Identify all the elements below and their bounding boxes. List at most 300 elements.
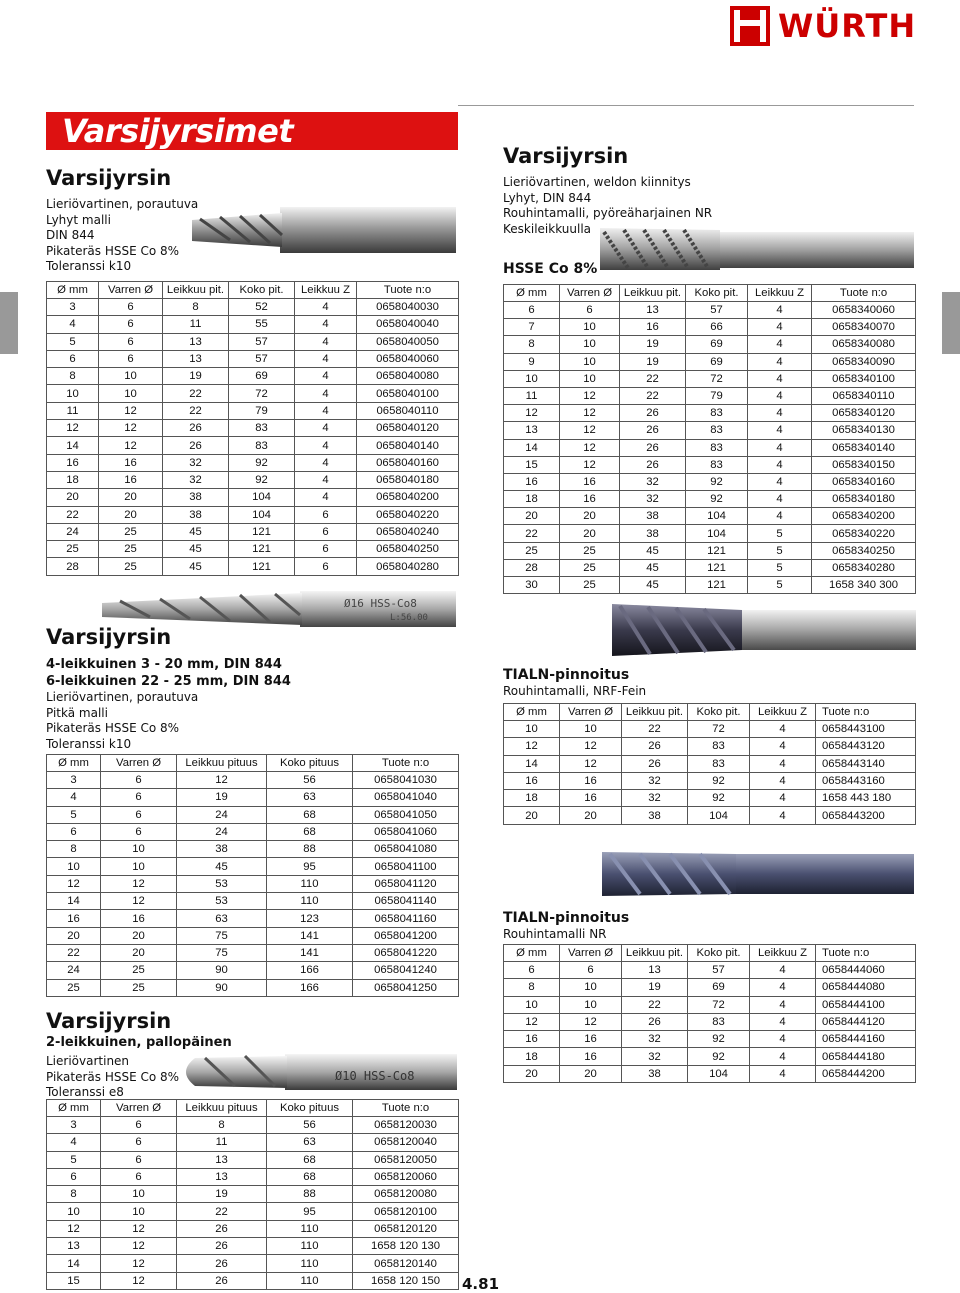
table-cell: 14: [47, 437, 99, 454]
table-cell: 16: [504, 473, 560, 490]
table-cell: 0658340130: [812, 422, 916, 439]
col-header: Leikkuu pit.: [620, 285, 686, 302]
col-header: Varren Ø: [560, 704, 622, 721]
desc-line: Keskileikkuulla: [503, 221, 592, 236]
table-cell: 16: [99, 471, 163, 488]
table-cell: 0658040040: [357, 316, 459, 333]
table-cell: 38: [620, 508, 686, 525]
table-cell: 88: [267, 1186, 353, 1203]
table-cell: 25: [560, 542, 620, 559]
table-cell: 32: [622, 1048, 688, 1065]
table-cell: 25: [47, 541, 99, 558]
table-row: [504, 319, 916, 336]
product-table-6: [503, 944, 916, 1083]
table-cell: 22: [47, 506, 99, 523]
section-title: Varsijyrsin: [46, 166, 172, 190]
table-cell: 55: [229, 316, 295, 333]
table-cell: 12: [99, 437, 163, 454]
table-cell: 5: [748, 542, 812, 559]
section-title: TIALN-pinnoitus: [503, 667, 630, 683]
table-cell: 83: [688, 755, 750, 772]
table-cell: 14: [47, 893, 101, 910]
desc-line: Lyhyt malli: [46, 212, 111, 227]
table-cell: 0658340280: [812, 559, 916, 576]
table-row: [47, 772, 459, 789]
table-cell: 19: [620, 353, 686, 370]
table-cell: 6: [504, 302, 560, 319]
table-cell: 0658041100: [353, 858, 459, 875]
table-cell: 12: [101, 893, 177, 910]
table-cell: 0658040110: [357, 402, 459, 419]
table-cell: 10: [99, 385, 163, 402]
desc-line: Rouhintamalli, pyöreäharjainen NR: [503, 206, 713, 220]
endmill-short-image: [190, 195, 460, 265]
table-cell: 4: [748, 456, 812, 473]
wurth-logo-icon: [730, 6, 770, 46]
table-row: [504, 370, 916, 387]
table-cell: 0658443100: [816, 721, 916, 738]
page-number: 4.81: [462, 1275, 500, 1293]
table-cell: 121: [229, 558, 295, 575]
table-cell: 18: [504, 1048, 560, 1065]
table-cell: 20: [504, 508, 560, 525]
table-cell: 141: [267, 927, 353, 944]
col-header: Varren Ø: [560, 945, 622, 962]
table-cell: 68: [267, 1168, 353, 1185]
table-cell: 18: [504, 790, 560, 807]
table-cell: 5: [748, 525, 812, 542]
table-cell: 20: [101, 944, 177, 961]
table-cell: 25: [101, 979, 177, 996]
table-row: [504, 387, 916, 404]
table-row: [47, 299, 459, 316]
col-header: Tuote n:o: [812, 285, 916, 302]
table-cell: 0658120060: [353, 1168, 459, 1185]
table-cell: 0658041060: [353, 823, 459, 840]
table-cell: 22: [47, 944, 101, 961]
table-cell: 104: [229, 489, 295, 506]
table-cell: 90: [177, 979, 267, 996]
table-row: [504, 577, 916, 594]
table-cell: 6: [47, 350, 99, 367]
table-cell: 8: [504, 979, 560, 996]
table-cell: 4: [295, 350, 357, 367]
shank-marking: Ø16 HSS-Co8: [344, 597, 417, 610]
table-cell: 16: [560, 1031, 622, 1048]
table-cell: 0658340060: [812, 302, 916, 319]
col-header: Tuote n:o: [816, 704, 916, 721]
table-cell: 79: [686, 387, 748, 404]
table-cell: 92: [688, 772, 750, 789]
table-cell: 0658041250: [353, 979, 459, 996]
table-cell: 10: [560, 721, 622, 738]
brand-name: WÜRTH: [778, 7, 917, 45]
table-cell: 16: [560, 772, 622, 789]
table-cell: 38: [163, 506, 229, 523]
table-cell: 57: [688, 962, 750, 979]
table-cell: 4: [47, 316, 99, 333]
table-cell: 8: [177, 1117, 267, 1134]
table-cell: 121: [686, 559, 748, 576]
table-row: [47, 402, 459, 419]
table-cell: 121: [229, 541, 295, 558]
table-cell: 22: [622, 721, 688, 738]
table-cell: 10: [47, 1203, 101, 1220]
table-cell: 4: [750, 790, 816, 807]
table-row: [47, 506, 459, 523]
table-cell: 4: [748, 491, 812, 508]
table-cell: 45: [620, 542, 686, 559]
table-row: [504, 962, 916, 979]
table-cell: 13: [163, 350, 229, 367]
col-header: Leikkuu Z: [750, 704, 816, 721]
table-cell: 68: [267, 1151, 353, 1168]
table-cell: 12: [101, 1238, 177, 1255]
table-cell: 6: [295, 541, 357, 558]
table-row: [47, 858, 459, 875]
table-cell: 4: [295, 385, 357, 402]
table-cell: 22: [504, 525, 560, 542]
table-cell: 0658040220: [357, 506, 459, 523]
table-cell: 4: [750, 721, 816, 738]
table-row: [504, 456, 916, 473]
table-cell: 121: [229, 523, 295, 540]
table-cell: 92: [686, 491, 748, 508]
product-table-3: [46, 1099, 459, 1290]
table-cell: 25: [101, 962, 177, 979]
col-header: Tuote n:o: [353, 755, 459, 772]
table-cell: 16: [101, 910, 177, 927]
table-cell: 6: [101, 1134, 177, 1151]
table-cell: 13: [622, 962, 688, 979]
table-cell: 92: [688, 1048, 750, 1065]
desc-line: DIN 844: [46, 228, 95, 242]
table-cell: 83: [686, 422, 748, 439]
table-cell: 16: [560, 1048, 622, 1065]
table-row: [47, 1186, 459, 1203]
table-cell: 4: [750, 738, 816, 755]
table-cell: 14: [504, 439, 560, 456]
table-cell: 104: [688, 1065, 750, 1082]
table-cell: 0658340180: [812, 491, 916, 508]
table-row: [504, 422, 916, 439]
table-cell: 8: [47, 841, 101, 858]
table-cell: 25: [504, 542, 560, 559]
table-cell: 10: [560, 336, 620, 353]
table-cell: 0658444100: [816, 996, 916, 1013]
table-cell: 6: [101, 1117, 177, 1134]
table-cell: 5: [47, 333, 99, 350]
table-cell: 4: [295, 333, 357, 350]
table-cell: 6: [560, 302, 620, 319]
col-header: Leikkuu pituus: [177, 755, 267, 772]
table-row: [47, 1168, 459, 1185]
table-row: [47, 420, 459, 437]
table-cell: 20: [101, 927, 177, 944]
table-cell: 26: [177, 1220, 267, 1237]
col-header: Koko pit.: [688, 704, 750, 721]
table-cell: 24: [177, 823, 267, 840]
table-row: [47, 944, 459, 961]
table-cell: 8: [163, 299, 229, 316]
table-cell: 0658444120: [816, 1013, 916, 1030]
table-cell: 4: [47, 1134, 101, 1151]
table-row: [504, 1048, 916, 1065]
table-cell: 20: [47, 489, 99, 506]
table-cell: 3: [47, 1117, 101, 1134]
table-cell: 4: [748, 439, 812, 456]
table-row: [47, 789, 459, 806]
col-header: Leikkuu Z: [750, 945, 816, 962]
table-cell: 19: [620, 336, 686, 353]
table-row: [504, 790, 916, 807]
table-cell: 11: [177, 1134, 267, 1151]
table-cell: 0658040240: [357, 523, 459, 540]
table-cell: 26: [177, 1272, 267, 1289]
table-cell: 4: [295, 437, 357, 454]
table-cell: 11: [504, 387, 560, 404]
table-cell: 1658 443 180: [816, 790, 916, 807]
table-cell: 4: [750, 755, 816, 772]
table-cell: 45: [620, 559, 686, 576]
col-header: Koko pit.: [229, 282, 295, 299]
table-cell: 12: [47, 420, 99, 437]
table-cell: 83: [686, 405, 748, 422]
desc-line: Pikateräs HSSE Co 8%: [46, 1069, 180, 1084]
table-cell: 5: [748, 559, 812, 576]
table-cell: 12: [101, 1255, 177, 1272]
table-row: [47, 1255, 459, 1272]
table-cell: 20: [560, 525, 620, 542]
desc-line: Toleranssi k10: [46, 259, 132, 273]
table-cell: 45: [163, 541, 229, 558]
table-cell: 72: [688, 996, 750, 1013]
table-cell: 12: [99, 402, 163, 419]
table-cell: 10: [101, 1186, 177, 1203]
table-cell: 0658041080: [353, 841, 459, 858]
table-cell: 11: [163, 316, 229, 333]
col-header: Leikkuu pit.: [622, 945, 688, 962]
table-cell: 95: [267, 1203, 353, 1220]
desc-line: Lyhyt, DIN 844: [503, 190, 592, 205]
table-cell: 6: [295, 558, 357, 575]
table-cell: 69: [686, 336, 748, 353]
table-cell: 6: [99, 333, 163, 350]
section-title: Varsijyrsin: [46, 625, 172, 649]
table-header-row: [47, 282, 459, 299]
table-cell: 4: [295, 471, 357, 488]
shank-marking: Ø10 HSS-Co8: [335, 1069, 415, 1083]
table-cell: 19: [622, 979, 688, 996]
col-header: Leikkuu pit.: [622, 704, 688, 721]
table-cell: 6: [101, 806, 177, 823]
table-cell: 45: [163, 523, 229, 540]
table-cell: 0658444200: [816, 1065, 916, 1082]
table-cell: 4: [295, 489, 357, 506]
table-header-row: [47, 755, 459, 772]
table-cell: 25: [99, 558, 163, 575]
table-cell: 63: [267, 1134, 353, 1151]
table-cell: 4: [295, 368, 357, 385]
table-cell: 57: [229, 333, 295, 350]
table-cell: 4: [748, 387, 812, 404]
table-cell: 20: [504, 1065, 560, 1082]
table-cell: 4: [750, 1065, 816, 1082]
wurth-logo: [730, 6, 915, 46]
table-cell: 12: [560, 456, 620, 473]
table-cell: 16: [620, 319, 686, 336]
table-cell: 57: [686, 302, 748, 319]
table-cell: 110: [267, 1238, 353, 1255]
table-cell: 25: [99, 523, 163, 540]
table-cell: 1658 120 130: [353, 1238, 459, 1255]
table-cell: 12: [504, 1013, 560, 1030]
table-cell: 24: [177, 806, 267, 823]
table-cell: 8: [47, 1186, 101, 1203]
table-cell: 1658 120 150: [353, 1272, 459, 1289]
col-header: Tuote n:o: [353, 1100, 459, 1117]
table-cell: 92: [229, 471, 295, 488]
table-cell: 0658120120: [353, 1220, 459, 1237]
table-cell: 12: [560, 738, 622, 755]
table-cell: 20: [47, 927, 101, 944]
table-cell: 10: [560, 370, 620, 387]
table-row: [47, 489, 459, 506]
col-header: Varren Ø: [101, 755, 177, 772]
section-description: Rouhintamalli NR: [503, 927, 607, 941]
table-row: [47, 1117, 459, 1134]
table-cell: 3: [47, 299, 99, 316]
table-cell: 4: [750, 979, 816, 996]
table-cell: 0658340220: [812, 525, 916, 542]
table-cell: 4: [748, 508, 812, 525]
desc-line: Lieriövartinen, porautuva: [46, 690, 199, 704]
table-cell: 19: [163, 368, 229, 385]
table-cell: 12: [560, 1013, 622, 1030]
table-cell: 6: [99, 316, 163, 333]
table-cell: 10: [47, 385, 99, 402]
table-cell: 0658120050: [353, 1151, 459, 1168]
table-row: [47, 454, 459, 471]
table-cell: 6: [101, 823, 177, 840]
table-cell: 52: [229, 299, 295, 316]
tialn-coated-endmill-image: [610, 600, 918, 658]
table-cell: 24: [47, 962, 101, 979]
section-ballnose-endmill: [46, 1008, 458, 1101]
table-cell: 9: [504, 353, 560, 370]
table-cell: 92: [229, 454, 295, 471]
table-cell: 16: [47, 454, 99, 471]
table-cell: 0658340150: [812, 456, 916, 473]
table-cell: 26: [622, 1013, 688, 1030]
table-cell: 10: [560, 319, 620, 336]
table-cell: 95: [267, 858, 353, 875]
section-subtitle: 4-leikkuinen 3 - 20 mm, DIN 844: [46, 657, 282, 672]
table-row: [504, 1013, 916, 1030]
table-cell: 63: [267, 789, 353, 806]
table-cell: 0658040050: [357, 333, 459, 350]
section-title: Varsijyrsin: [503, 144, 629, 168]
desc-line: Toleranssi e8: [46, 1085, 124, 1099]
table-cell: 12: [560, 387, 620, 404]
table-cell: 26: [622, 738, 688, 755]
table-cell: 90: [177, 962, 267, 979]
table-cell: 0658340070: [812, 319, 916, 336]
table-cell: 0658340080: [812, 336, 916, 353]
section-title: TIALN-pinnoitus: [503, 910, 630, 926]
banner-title: Varsijyrsimet: [62, 112, 294, 150]
table-cell: 110: [267, 1255, 353, 1272]
table-cell: 72: [688, 721, 750, 738]
table-cell: 0658041200: [353, 927, 459, 944]
table-cell: 26: [620, 456, 686, 473]
table-cell: 4: [295, 454, 357, 471]
section-subtitle: 2-leikkuinen, pallopäinen: [46, 1035, 232, 1050]
table-cell: 4: [748, 422, 812, 439]
table-cell: 11: [47, 402, 99, 419]
tialn-nr-endmill-image: [600, 846, 916, 900]
table-row: [504, 525, 916, 542]
table-cell: 12: [504, 738, 560, 755]
product-table-5: [503, 703, 916, 825]
table-row: [47, 471, 459, 488]
table-cell: 14: [504, 755, 560, 772]
col-header: Leikkuu Z: [295, 282, 357, 299]
desc-line: Lieriövartinen, weldon kiinnitys: [503, 175, 691, 189]
table-cell: 56: [267, 1117, 353, 1134]
table-cell: 19: [177, 1186, 267, 1203]
table-cell: 12: [101, 875, 177, 892]
table-cell: 4: [295, 299, 357, 316]
table-cell: 26: [163, 437, 229, 454]
table-cell: 12: [101, 1220, 177, 1237]
material-label: HSSE Co 8%: [503, 261, 598, 277]
table-cell: 20: [560, 1065, 622, 1082]
table-row: [504, 979, 916, 996]
table-cell: 22: [622, 996, 688, 1013]
table-cell: 12: [560, 755, 622, 772]
table-cell: 12: [101, 1272, 177, 1289]
table-cell: 12: [47, 875, 101, 892]
table-cell: 28: [504, 559, 560, 576]
table-cell: 10: [504, 370, 560, 387]
table-header-row: [504, 285, 916, 302]
table-cell: 32: [163, 471, 229, 488]
table-cell: 0658040060: [357, 350, 459, 367]
side-tab-left: [0, 292, 18, 354]
col-header: Ø mm: [504, 704, 560, 721]
table-cell: 6: [504, 962, 560, 979]
table-cell: 6: [99, 350, 163, 367]
table-cell: 4: [750, 1013, 816, 1030]
table-cell: 25: [47, 979, 101, 996]
section-tialn-nrf: [503, 667, 915, 700]
table-cell: 13: [177, 1168, 267, 1185]
table-cell: 45: [177, 858, 267, 875]
product-table-1: [46, 281, 459, 576]
table-cell: 6: [560, 962, 622, 979]
table-cell: 13: [177, 1151, 267, 1168]
table-cell: 30: [504, 577, 560, 594]
table-cell: 26: [177, 1238, 267, 1255]
table-row: [47, 1203, 459, 1220]
table-cell: 75: [177, 927, 267, 944]
table-cell: 12: [560, 422, 620, 439]
table-cell: 4: [748, 370, 812, 387]
table-cell: 56: [267, 772, 353, 789]
table-cell: 6: [101, 1168, 177, 1185]
section-banner: [46, 112, 458, 150]
